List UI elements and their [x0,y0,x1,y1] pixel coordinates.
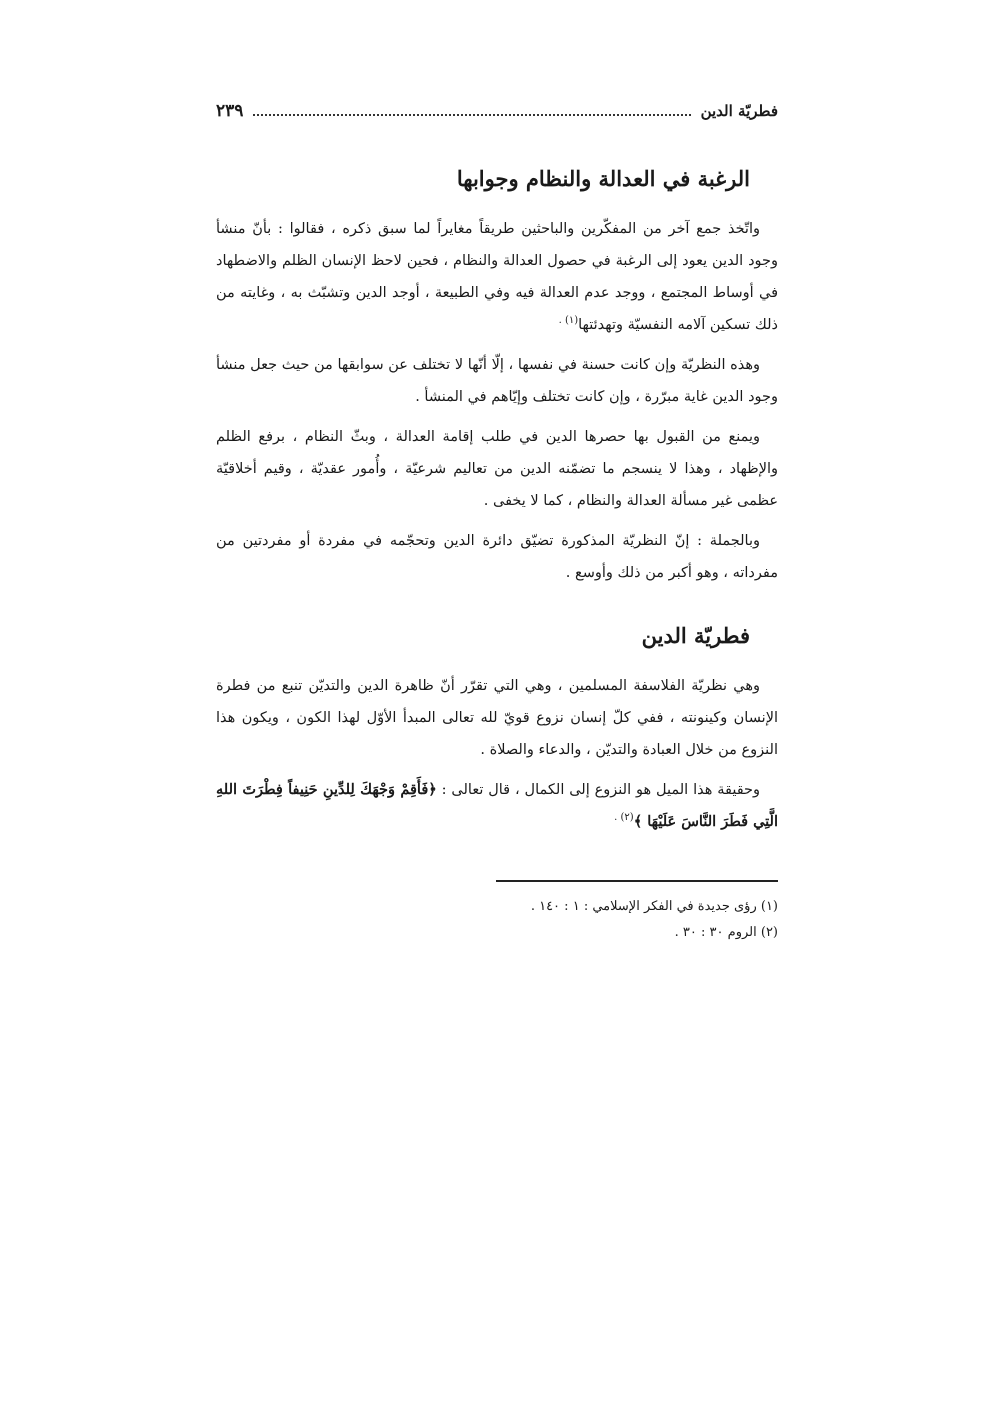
section-heading-justice-order: الرغبة في العدالة والنظام وجوابها [456,166,750,191]
paragraph-with-verse [216,774,778,838]
footnote-separator [496,880,778,882]
paragraph-text: وحقيقة هذا الميل هو النزوع إلى الكمال ، قال تعالى : [441,782,761,798]
footnote-2: (٢) الروم ٣٠ : ٣٠ . [674,925,778,940]
quran-verse: ﴿فَأَقِمْ وَجْهَكَ لِلدِّينِ حَنِيفاً فِطْرَتَ اللهِ الَّتِي فَطَرَ النَّاسَ عَلَيْهَا ﴾ [216,781,778,830]
paragraph-text: واتّخذ جمع آخر من المفكّرين والباحثين طريقاً مغايراً لما سبق ذكره ، فقالوا : بأنّ منشأ وجود الدين يعود إلى الرغبة في حصول العدالة والنظام ، فحين لاحظ الإنسان الظلم والاضطهاد في أوساط المجتمع ، ووجد عدم العدالة فيه وفي الطبيعة ، أوجد الدين وتشبّث به ، وغايته من ذلك تسكين آلامه النفسيّة وتهدئتها [216,221,778,333]
running-title: فطريّة الدين [700,102,778,120]
document-page [216,96,778,946]
paragraph: ويمنع من القبول بها حصرها الدين في طلب إقامة العدالة ، وبثّ النظام ، برفع الظلم والإظهاد ، وهذا لا ينسجم ما تضمّنه الدين من تعاليم شرعيّة ، وأُمور عقديّة ، وقيم أخلاقيّة عظمى غير مسألة العدالة والنظام ، كما لا يخفى . [216,429,778,509]
running-header [216,96,778,126]
paragraph: وبالجملة : إنّ النظريّة المذكورة تضيّق دائرة الدين وتحجّمه في مفردة أو مفردتين من مفرداته ، وهو أكبر من ذلك وأوسع . [216,533,778,581]
paragraph [216,213,778,341]
paragraph: وهذه النظريّة وإن كانت حسنة في نفسها ، إلّا أنّها لا تختلف عن سوابقها من حيث جعل منشأ وجود الدين غاية مبرّرة ، وإن كانت تختلف وإيّاهم في المنشأ . [216,357,778,405]
page-number: ٢٣٩ [216,101,244,121]
footnote-1: (١) رؤى جديدة في الفكر الإسلامي : ١ : ١٤٠ . [530,899,778,914]
header-dot-leader [253,106,690,116]
footnote-ref-1[interactable]: (١) . [558,315,579,327]
paragraph: وهي نظريّة الفلاسفة المسلمين ، وهي التي تقرّر أنّ ظاهرة الدين والتديّن تنبع من فطرة الإنسان وكينونته ، ففي كلّ إنسان نزوع قويّ لله تعالى المبدأ الأوّل لهذا الكون ، ويكون هذا النزوع من خلال العبادة والتديّن ، والدعاء والصلاة . [216,678,778,758]
section-heading-religion-innateness: فطريّة الدين [641,623,750,648]
footnote-ref-2[interactable]: (٢) . [614,812,634,824]
